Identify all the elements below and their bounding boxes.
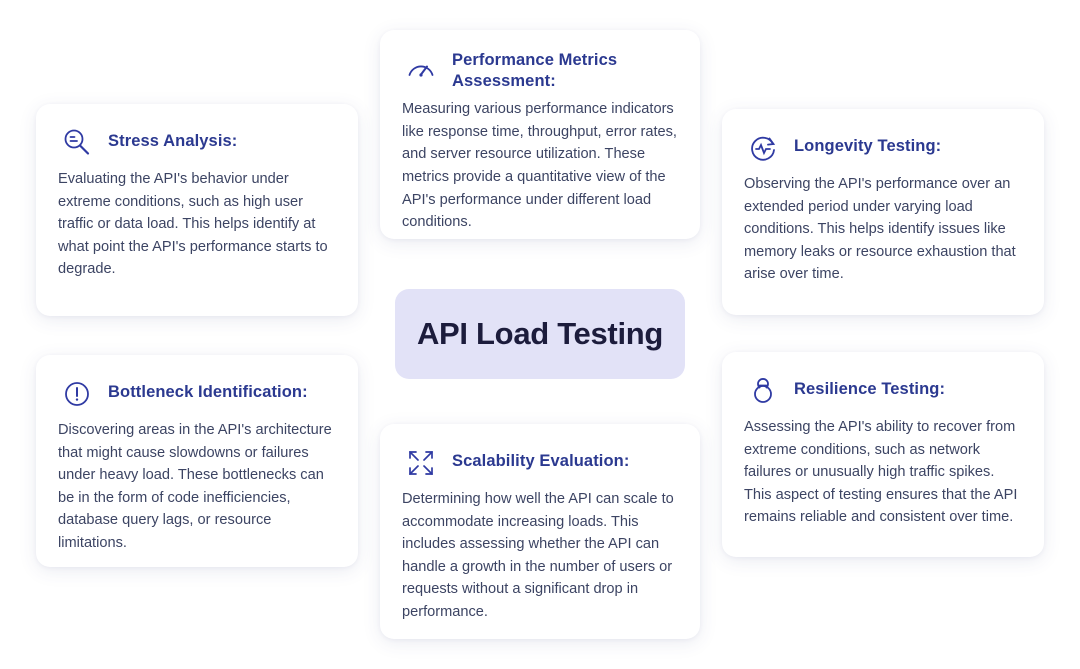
card-body: Observing the API's performance over an extended period under varying load conditions. This helps identify issues like memory leaks or resource exhaustion that arise over time. bbox=[744, 176, 1016, 283]
center-node-label: API Load Testing bbox=[416, 316, 664, 351]
card-title: Performance Metrics Assessment: bbox=[452, 51, 618, 91]
center-node-api-load-testing bbox=[395, 289, 685, 379]
card-title: Bottleneck Identification: bbox=[108, 383, 308, 401]
exclamation-circle-icon bbox=[58, 375, 96, 413]
card-header bbox=[58, 124, 336, 162]
card-performance-metrics-assessment bbox=[380, 30, 700, 239]
card-stress-analysis bbox=[36, 104, 358, 316]
pulse-circle-icon bbox=[744, 129, 782, 167]
card-body: Measuring various performance indicators like response time, throughput, error rates, and server resource utilization. These metrics provide a quantitative view of the API's performance under different load conditions. bbox=[402, 101, 677, 231]
card-header bbox=[744, 129, 1022, 167]
shield-bulb-icon bbox=[744, 372, 782, 410]
card-header bbox=[402, 444, 678, 482]
card-title: Stress Analysis: bbox=[108, 132, 238, 150]
card-resilience-testing bbox=[722, 352, 1044, 557]
expand-arrows-icon bbox=[402, 444, 440, 482]
speedometer-icon bbox=[402, 50, 440, 88]
card-body: Discovering areas in the API's architecture that might cause slowdowns or failures under heavy load. These bottlenecks can be in the form of code inefficiencies, database query lags, or resource limitations. bbox=[58, 422, 332, 552]
card-header bbox=[744, 372, 1022, 410]
card-header bbox=[58, 375, 336, 413]
magnifier-icon bbox=[58, 124, 96, 162]
card-body: Determining how well the API can scale to accommodate increasing loads. This includes assessing whether the API can handle a growth in the number of users or requests without a significant drop in performance. bbox=[402, 491, 674, 621]
card-scalability-evaluation bbox=[380, 424, 700, 639]
card-longevity-testing bbox=[722, 109, 1044, 315]
card-title: Longevity Testing: bbox=[794, 137, 942, 155]
card-title: Scalability Evaluation: bbox=[452, 452, 630, 470]
card-bottleneck-identification bbox=[36, 355, 358, 567]
card-body: Assessing the API's ability to recover from extreme conditions, such as network failures or unusually high traffic spikes. This aspect of testing ensures that the API remains reliable and consistent over time. bbox=[744, 419, 1018, 526]
card-header bbox=[402, 50, 678, 92]
card-body: Evaluating the API's behavior under extreme conditions, such as high user traffic or data load. This helps identify at what point the API's performance starts to degrade. bbox=[58, 171, 328, 278]
card-title: Resilience Testing: bbox=[794, 380, 946, 398]
